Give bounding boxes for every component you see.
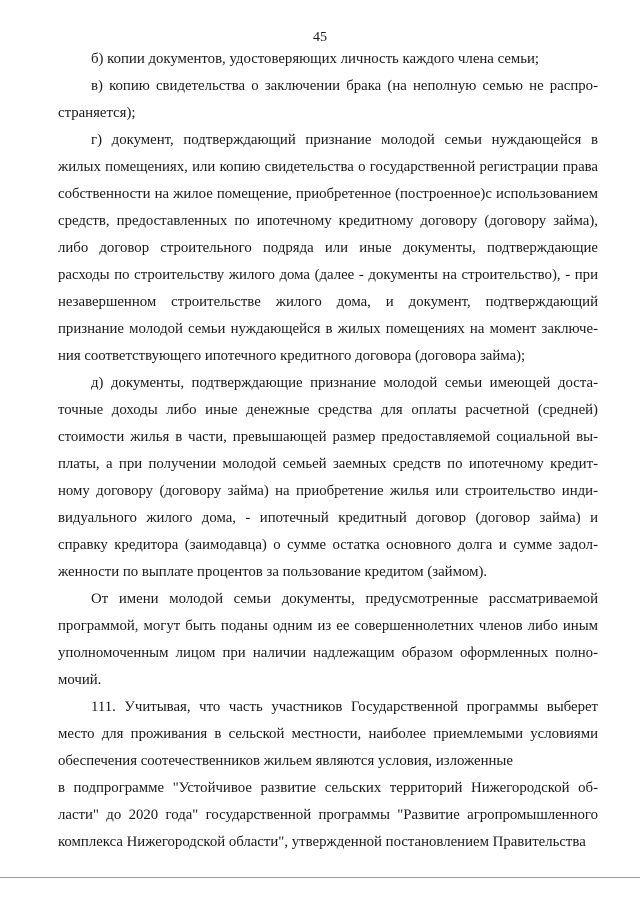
page-number: 45 [313, 30, 327, 45]
paragraph-111: 111. Учитывая, что часть участников Государственной программы выберет место для проживания в сельской местности, наиболее приемлемыми условиями обеспечения соотечественников жильем являются условия, изложенные [58, 699, 598, 769]
paragraph-v: в) копию свидетельства о заключении брака (на неполную семью не распространяется); [58, 78, 598, 121]
paragraph-d: д) документы, подтверждающие признание молодой семьи имеющей достаточные доходы либо иные денежные средства для оплаты расчетной (средней) стоимости жилья в части, превышающей размер предоставляемой социальной выплаты, а при получении молодой семьей заемных средств по ипотечному кредитному договору (договору займа) на приобретение жилья или строительство индивидуального жилого дома, - ипотечный кредитный договор (договор займа) и справку кредитора (заимодавца) о сумме остатка основного долга и сумме задолженности по выплате процентов за пользование кредитом (займом). [58, 375, 598, 580]
paragraph-g: г) документ, подтверждающий признание молодой семьи нуждающейся в жилых помещениях, или копию свидетельства о государственной регистрации права собственности на жилое помещение, приобретенное (построенное)с использованием средств, предоставленных по ипотечному кредитному договору (договору займа), либо договор строительного подряда или иные документы, подтверждающие расходы по строительству жилого дома (далее - документы на строительство), - при незавершенном строительстве жилого дома, и документ, подтверждающий признание молодой семьи нуждающейся в жилых помещениях на момент заключения соответствующего ипотечного кредитного договора (договора займа); [58, 132, 598, 364]
document-body [58, 46, 598, 856]
scan-edge-line [0, 877, 640, 878]
paragraph-111-continuation: в подпрограмме "Устойчивое развитие сельских территорий Нижегородской области" до 2020 года" государственной программы "Развитие агропромышленного комплекса Нижегородской области", утвержденной постановлением Правительства [58, 780, 598, 850]
paragraph-b: б) копии документов, удостоверяющих личность каждого члена семьи; [91, 51, 540, 67]
paragraph-family-submission: От имени молодой семьи документы, предусмотренные рассматриваемой программой, могут быть поданы одним из ее совершеннолетних членов либо иным уполномоченным лицом при наличии надлежащим образом оформленных полномочий. [58, 591, 598, 688]
